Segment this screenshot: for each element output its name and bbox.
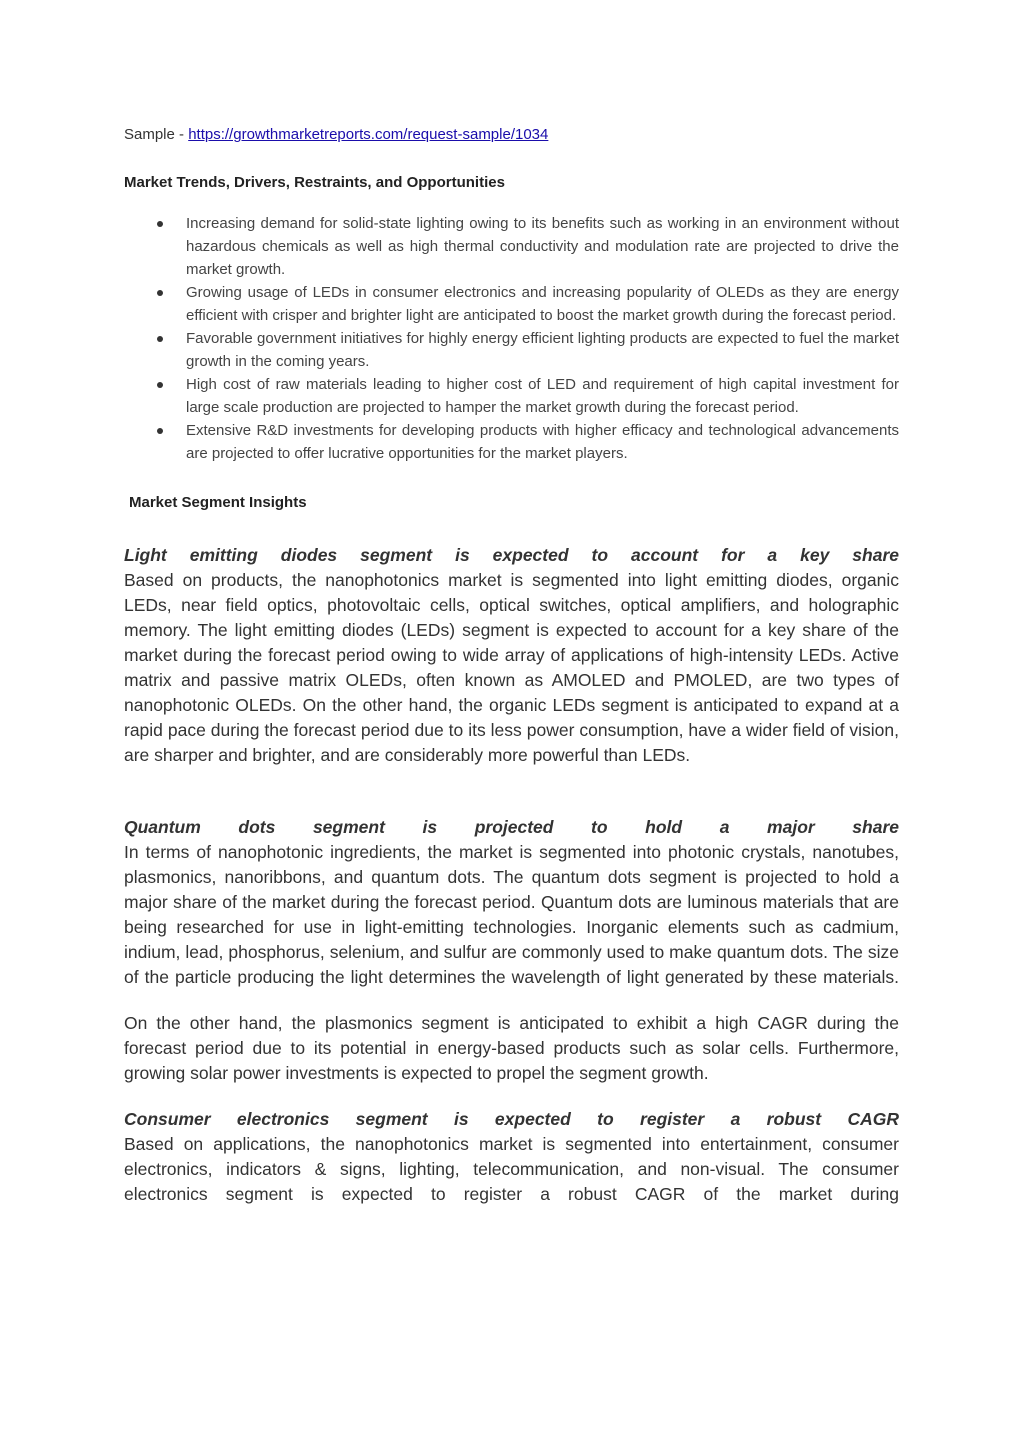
segment-section-products [124,543,899,768]
list-item-text: Increasing demand for solid-state lighting owing to its benefits such as working in an environment without hazardous chemicals as well as high thermal conductivity and modulation rate are projected to drive the market growth. [186,215,899,278]
segment-title: Light emitting diodes segment is expected to account for a key share [124,545,899,565]
segment-title: Quantum dots segment is projected to hold a major share [124,817,899,837]
bullet-icon [157,336,163,342]
list-item [124,281,899,327]
list-item-text: Favorable government initiatives for highly energy efficient lighting products are expected to fuel the market growth in the coming years. [186,330,899,370]
trends-list [124,212,899,465]
document-content [124,124,899,1207]
list-item [124,373,899,419]
sample-prefix: Sample - [124,126,189,143]
list-item [124,212,899,281]
segment-body: In terms of nanophotonic ingredients, the market is segmented into photonic crystals, nanotubes, plasmonics, nanoribbons, and quantum dots. The quantum dots segment is projected to hold a major share of the market during the forecast period. Quantum dots are luminous materials that are being researched for use in light-emitting technologies. Inorganic elements such as cadmium, indium, lead, phosphorus, selenium, and sulfur are commonly used to make quantum dots. The size of the particle producing the light determines the wavelength of light generated by these materials. [124,842,899,987]
segment-body-continued: On the other hand, the plasmonics segment is anticipated to exhibit a high CAGR during the forecast period due to its potential in energy-based products such as solar cells. Furthermore, growing solar power investments is expected to propel the segment growth. [124,1013,899,1083]
bullet-icon [157,382,163,388]
sample-link[interactable]: https://growthmarketreports.com/request-sample/1034 [188,126,549,143]
segment-title: Consumer electronics segment is expected to register a robust CAGR [124,1109,899,1129]
list-item [124,419,899,465]
segment-body: Based on products, the nanophotonics market is segmented into light emitting diodes, organic LEDs, near field optics, photovoltaic cells, optical switches, optical amplifiers, and holographic memory. The light emitting diodes (LEDs) segment is expected to account for a key share of the market during the forecast period owing to wide array of applications of high-intensity LEDs. Active matrix and passive matrix OLEDs, often known as AMOLED and PMOLED, are two types of nanophotonic OLEDs. On the other hand, the organic LEDs segment is anticipated to expand at a rapid pace during the forecast period due to its less power consumption, have a wider field of vision, are sharper and brighter, and are considerably more powerful than LEDs. [124,570,899,765]
segment-section-ingredients [124,815,899,1086]
segment-section-applications [124,1107,899,1207]
bullet-icon [157,290,163,296]
list-item-text: Extensive R&D investments for developing products with higher efficacy and technological advancements are projected to offer lucrative opportunities for the market players. [186,422,899,462]
list-item [124,327,899,373]
segment-body: Based on applications, the nanophotonics market is segmented into entertainment, consumer electronics, indicators & signs, lighting, telecommunication, and non-visual. The consumer electronics segment is expected to register a robust CAGR of the market during [124,1134,899,1204]
bullet-icon [157,428,163,434]
segments-heading: Market Segment Insights [129,494,307,511]
bullet-icon [157,221,163,227]
sample-line [124,124,899,146]
trends-heading: Market Trends, Drivers, Restraints, and Opportunities [124,174,505,191]
list-item-text: High cost of raw materials leading to higher cost of LED and requirement of high capital investment for large scale production are projected to hamper the market growth during the forecast period. [186,376,899,416]
list-item-text: Growing usage of LEDs in consumer electronics and increasing popularity of OLEDs as they are energy efficient with crisper and brighter light are anticipated to boost the market growth during the forecast period. [186,284,899,324]
